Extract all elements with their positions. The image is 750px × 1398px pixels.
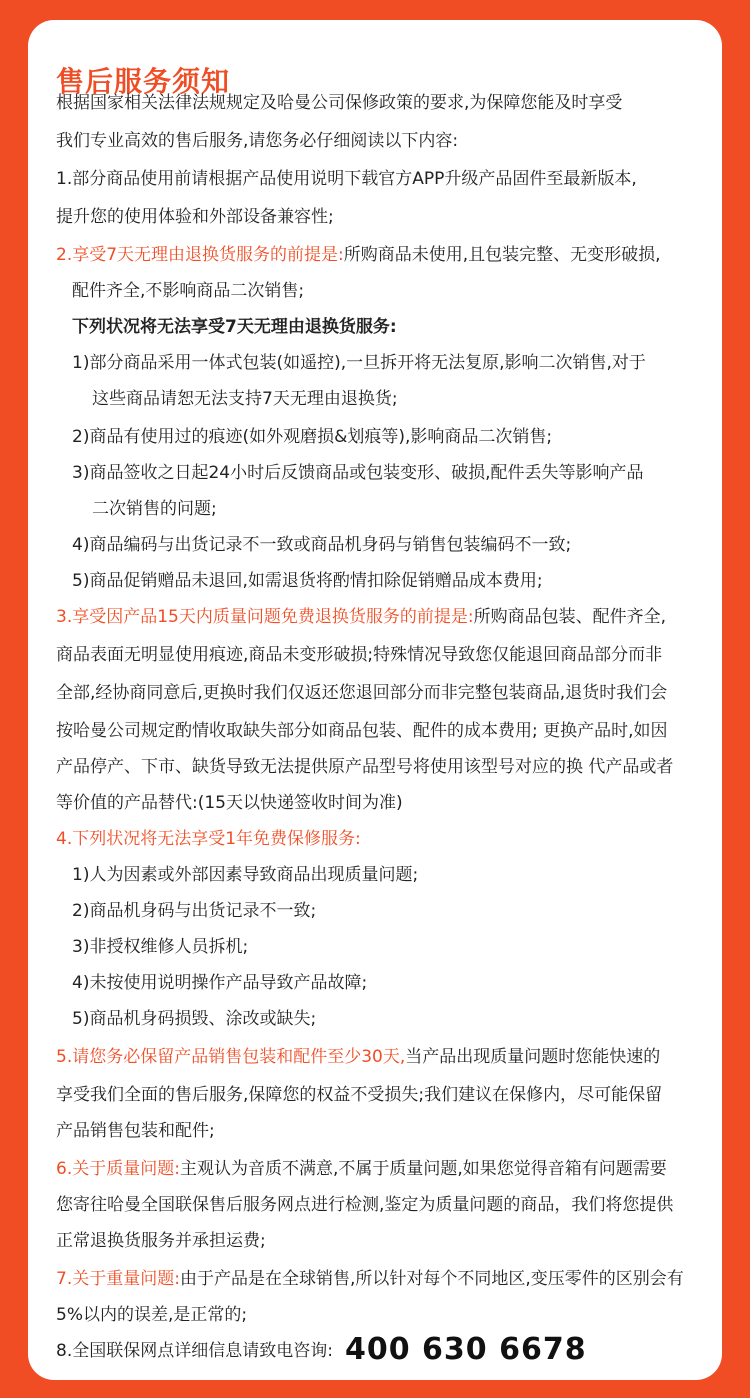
section-3-line: 商品表面无明显使用痕迹,商品未变形破损;特殊情况导致您仅能退回商品部分而非: [56, 645, 663, 665]
section-8-label: 8.全国联保网点详细信息请致电咨询:: [56, 1341, 333, 1361]
intro-line: 我们专业高效的售后服务,请您务必仔细阅读以下内容:: [56, 131, 459, 151]
section-5-line: [56, 1042, 660, 1067]
section-4-item: 5)商品机身码损毁、涂改或缺失;: [72, 1009, 317, 1029]
section-3-line: 产品停产、下市、缺货导致无法提供原产品型号将使用该型号对应的换 代产品或者: [56, 757, 674, 777]
section-5-rest: 当产品出现质量问题时您能快速的: [405, 1047, 661, 1067]
section-3-line: 按哈曼公司规定酌情收取缺失部分如商品包装、配件的成本费用; 更换产品时,如因: [56, 721, 668, 741]
intro-line: 根据国家相关法律法规规定及哈曼公司保修政策的要求,为保障您能及时享受: [56, 93, 623, 113]
section-2-item: 二次销售的问题;: [92, 499, 217, 519]
section-4-item: 1)人为因素或外部因素导致商品出现质量问题;: [72, 865, 419, 885]
section-3-rest: 所购商品包装、配件齐全,: [473, 607, 666, 627]
section-1-line: 提升您的使用体验和外部设备兼容性;: [56, 207, 334, 227]
section-3-line: 等价值的产品替代:(15天以快递签收时间为准): [56, 793, 403, 813]
section-1-line: 1.部分商品使用前请根据产品使用说明下载官方APP升级产品固件至最新版本,: [56, 169, 637, 189]
section-7-line: 5%以内的误差,是正常的;: [56, 1305, 248, 1325]
section-2-item: 2)商品有使用过的痕迹(如外观磨损&划痕等),影响商品二次销售;: [72, 427, 553, 447]
section-4-item: 2)商品机身码与出货记录不一致;: [72, 901, 317, 921]
section-2-item: 1)部分商品采用一体式包装(如遥控),一旦拆开将无法复原,影响二次销售,对于: [72, 353, 646, 373]
section-6-line: 正常退换货服务并承担运费;: [56, 1231, 266, 1251]
section-2-item: 4)商品编码与出货记录不一致或商品机身码与销售包装编码不一致;: [72, 535, 572, 555]
section-2-item: 这些商品请恕无法支持7天无理由退换货;: [92, 389, 398, 409]
section-7-lead: 7.关于重量问题:: [56, 1269, 180, 1289]
section-4-lead: 4.下列状况将无法享受1年免费保修服务:: [56, 829, 361, 849]
section-3-lead: 3.享受因产品15天内质量问题免费退换货服务的前提是:: [56, 607, 474, 627]
section-7-line: [56, 1264, 684, 1289]
section-7-rest: 由于产品是在全球销售,所以针对每个不同地区,变压零件的区别会有: [179, 1269, 684, 1289]
section-2-rest: 所购商品未使用,且包装完整、无变形破损,: [343, 245, 661, 265]
section-2-item: 3)商品签收之日起24小时后反馈商品或包装变形、破损,配件丢失等影响产品: [72, 463, 644, 483]
section-4-item: 3)非授权维修人员拆机;: [72, 937, 249, 957]
section-2-subheading: 下列状况将无法享受7天无理由退换货服务:: [72, 317, 397, 337]
section-2-line: 配件齐全,不影响商品二次销售;: [72, 281, 305, 301]
section-2-lead: 2.享受7天无理由退换货服务的前提是:: [56, 245, 344, 265]
section-8-line: [56, 1332, 587, 1367]
section-2-line: [56, 240, 661, 265]
section-2-item: 5)商品促销赠品未退回,如需退货将酌情扣除促销赠品成本费用;: [72, 571, 543, 591]
section-4-item: 4)未按使用说明操作产品导致产品故障;: [72, 973, 368, 993]
section-6-rest: 主观认为音质不满意,不属于质量问题,如果您觉得音箱有问题需要: [179, 1159, 667, 1179]
section-5-line: 享受我们全面的售后服务,保障您的权益不受损失;我们建议在保修内，尽可能保留: [56, 1085, 663, 1105]
section-5-line: 产品销售包装和配件;: [56, 1121, 215, 1141]
section-3-line: 全部,经协商同意后,更换时我们仅返还您退回部分而非完整包装商品,退货时我们会: [56, 683, 668, 703]
page-title: 售后服务须知: [56, 65, 231, 98]
section-6-line: 您寄往哈曼全国联保售后服务网点进行检测,鉴定为质量问题的商品，我们将您提供: [56, 1195, 674, 1215]
section-6-line: [56, 1154, 667, 1179]
section-3-line: [56, 602, 666, 627]
section-6-lead: 6.关于质量问题:: [56, 1159, 180, 1179]
hotline-number: 400 630 6678: [344, 1332, 587, 1367]
section-5-lead: 5.请您务必保留产品销售包装和配件至少30天,: [56, 1047, 406, 1067]
